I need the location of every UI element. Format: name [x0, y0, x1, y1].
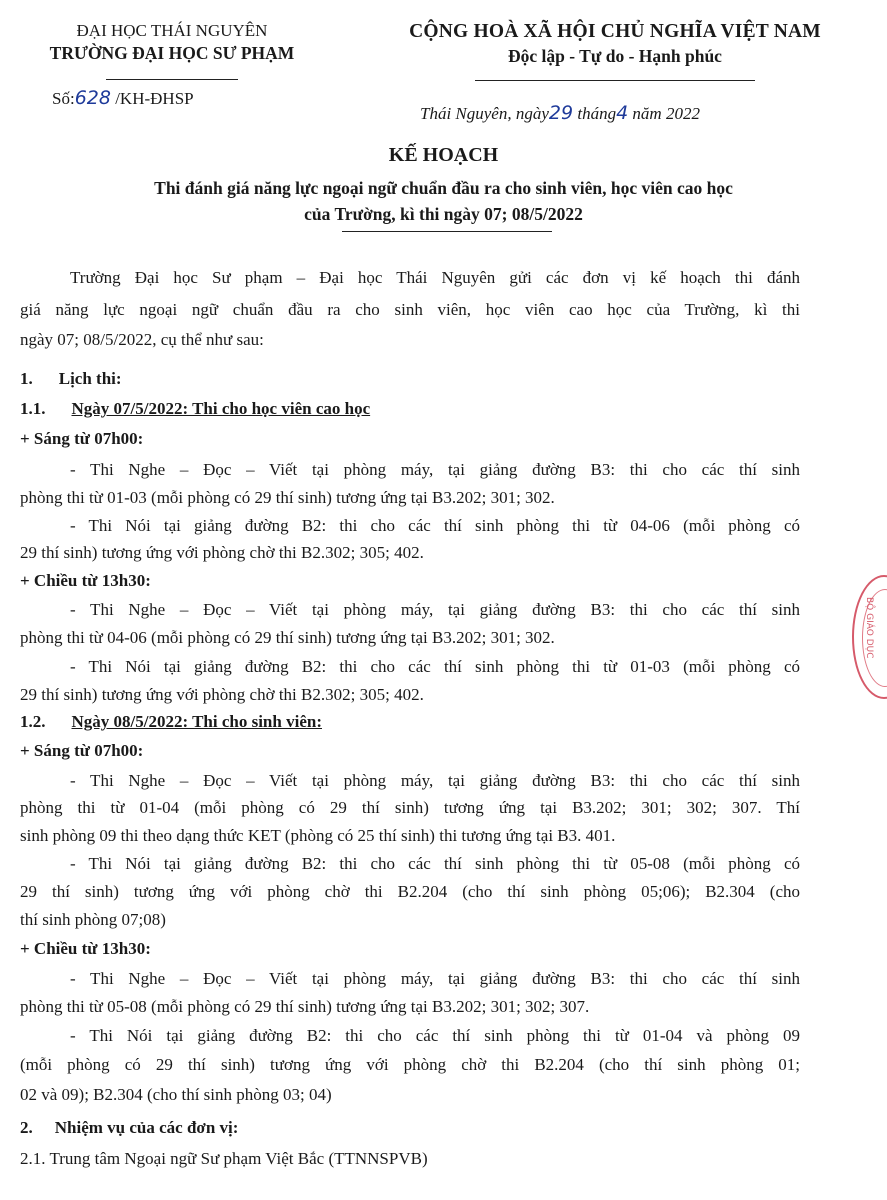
s11-a1-line-1: - Thi Nghe – Đọc – Viết tại phòng máy, tại giảng đường B3: thi cho các thí sinh — [70, 600, 800, 619]
document-date — [420, 102, 700, 124]
so-suffix: /KH-ĐHSP — [110, 89, 194, 108]
intro-line-2: giá năng lực ngoại ngữ chuẩn đầu ra cho sinh viên, học viên cao học của Trường, kì thi — [20, 300, 800, 319]
parent-org: ĐẠI HỌC THÁI NGUYÊN — [76, 21, 268, 40]
s12-m1-line-2: phòng thi từ 01-04 (mỗi phòng có 29 thí sinh) tương ứng tại B3.202; 301; 302; 307. Thí — [20, 798, 800, 817]
section-2-number: 2. — [20, 1118, 33, 1137]
s12-a2-line-3: 02 và 09); B2.304 (cho thí sinh phòng 03; 04) — [20, 1085, 332, 1104]
section-1-2-title: Ngày 08/5/2022: Thi cho sinh viên: — [71, 712, 322, 731]
s12-m2-line-3: thí sinh phòng 07;08) — [20, 910, 166, 929]
date-year: năm 2022 — [628, 104, 700, 123]
s12-morning-heading: + Sáng từ 07h00: — [20, 741, 144, 760]
section-1-title: Lịch thi: — [58, 369, 122, 388]
s12-afternoon-heading: + Chiều từ 13h30: — [20, 939, 151, 958]
section-1-1-title: Ngày 07/5/2022: Thi cho học viên cao học — [71, 399, 371, 418]
intro-line-1: Trường Đại học Sư phạm – Đại học Thái Nguyên gửi các đơn vị kế hoạch thi đánh — [70, 268, 800, 287]
s12-m2-line-2: 29 thí sinh) tương ứng với phòng chờ thi B2.204 (cho thí sinh phòng 05;06); B2.304 (cho — [20, 882, 800, 901]
intro-line-3: ngày 07; 08/5/2022, cụ thể như sau: — [20, 330, 264, 349]
official-seal — [852, 575, 887, 699]
s11-m2-line-1: - Thi Nói tại giảng đường B2: thi cho các thí sinh phòng thi từ 04-06 (mỗi phòng có — [70, 516, 800, 535]
section-2-title: Nhiệm vụ của các đơn vị: — [54, 1118, 239, 1137]
section-1-2-heading — [20, 711, 800, 733]
s11-m2-line-2: 29 thí sinh) tương ứng với phòng chờ thi B2.302; 305; 402. — [20, 543, 424, 562]
s11-afternoon-heading: + Chiều từ 13h30: — [20, 571, 151, 590]
issuing-org: TRƯỜNG ĐẠI HỌC SƯ PHẠM — [49, 43, 295, 63]
so-label: Số: — [52, 89, 75, 108]
s12-a1-line-1: - Thi Nghe – Đọc – Viết tại phòng máy, tại giảng đường B3: thi cho các thí sinh — [70, 969, 800, 988]
section-1-1-heading — [20, 398, 800, 420]
s12-m1-line-1: - Thi Nghe – Đọc – Viết tại phòng máy, tại giảng đường B3: thi cho các thí sinh — [70, 771, 800, 790]
national-motto — [360, 20, 870, 86]
section-1-1-number: 1.1. — [20, 399, 46, 418]
section-1-number: 1. — [20, 369, 33, 388]
document-number — [52, 87, 194, 109]
s12-a2-line-1: - Thi Nói tại giảng đường B2: thi cho các thí sinh phòng thi từ 01-04 và phòng 09 — [70, 1026, 800, 1045]
header-right-underline — [475, 80, 755, 81]
date-month: 4 — [616, 102, 629, 124]
s11-m1-line-2: phòng thi từ 01-03 (mỗi phòng có 29 thí sinh) tương ứng tại B3.202; 301; 302. — [20, 488, 555, 507]
s11-m1-line-1: - Thi Nghe – Đọc – Viết tại phòng máy, tại giảng đường B3: thi cho các thí sinh — [70, 460, 800, 479]
so-number: 628 — [74, 87, 111, 109]
issuing-authority — [22, 20, 322, 86]
document-subtitle-line2: của Trường, kì thi ngày 07; 08/5/2022 — [304, 204, 583, 224]
document-subtitle-line1: Thi đánh giá năng lực ngoại ngữ chuẩn đầu ra cho sinh viên, học viên cao học — [154, 178, 733, 198]
s12-a1-line-2: phòng thi từ 05-08 (mỗi phòng có 29 thí sinh) tương ứng tại B3.202; 301; 302; 307. — [20, 997, 590, 1016]
section-2-1: 2.1. Trung tâm Ngoại ngữ Sư phạm Việt Bắc (TTNNSPVB) — [20, 1149, 428, 1168]
s11-a1-line-2: phòng thi từ 04-06 (mỗi phòng có 29 thí sinh) tương ứng tại B3.202; 301; 302. — [20, 628, 555, 647]
s11-a2-line-1: - Thi Nói tại giảng đường B2: thi cho các thí sinh phòng thi từ 01-03 (mỗi phòng có — [70, 657, 800, 676]
s12-a2-line-2: (mỗi phòng có 29 thí sinh) tương ứng với phòng chờ thi B2.204 (cho thí sinh phòng 01; — [20, 1055, 800, 1074]
s12-m2-line-1: - Thi Nói tại giảng đường B2: thi cho các thí sinh phòng thi từ 05-08 (mỗi phòng có — [70, 854, 800, 873]
seal-text: BỘ GIÁO DỤC — [864, 597, 874, 659]
header-left-underline — [106, 79, 238, 80]
section-1-heading — [20, 368, 800, 390]
country-name: CỘNG HOÀ XÃ HỘI CHỦ NGHĨA VIỆT NAM — [409, 21, 821, 42]
section-2-heading — [20, 1117, 800, 1139]
s12-m1-line-3: sinh phòng 09 thi theo dạng thức KET (phòng có 25 thí sinh) thi tương ứng tại B3. 401. — [20, 826, 616, 845]
s11-a2-line-2: 29 thí sinh) tương ứng với phòng chờ thi B2.302; 305; 402. — [20, 685, 424, 704]
motto: Độc lập - Tự do - Hạnh phúc — [508, 46, 722, 66]
section-1-2-number: 1.2. — [20, 712, 46, 731]
date-prefix: Thái Nguyên, ngày — [420, 104, 549, 123]
document-title: KẾ HOẠCH — [388, 144, 499, 166]
subtitle-underline — [342, 231, 552, 232]
date-day: 29 — [548, 102, 574, 124]
s11-morning-heading: + Sáng từ 07h00: — [20, 429, 144, 448]
date-month-label: tháng — [573, 104, 617, 123]
